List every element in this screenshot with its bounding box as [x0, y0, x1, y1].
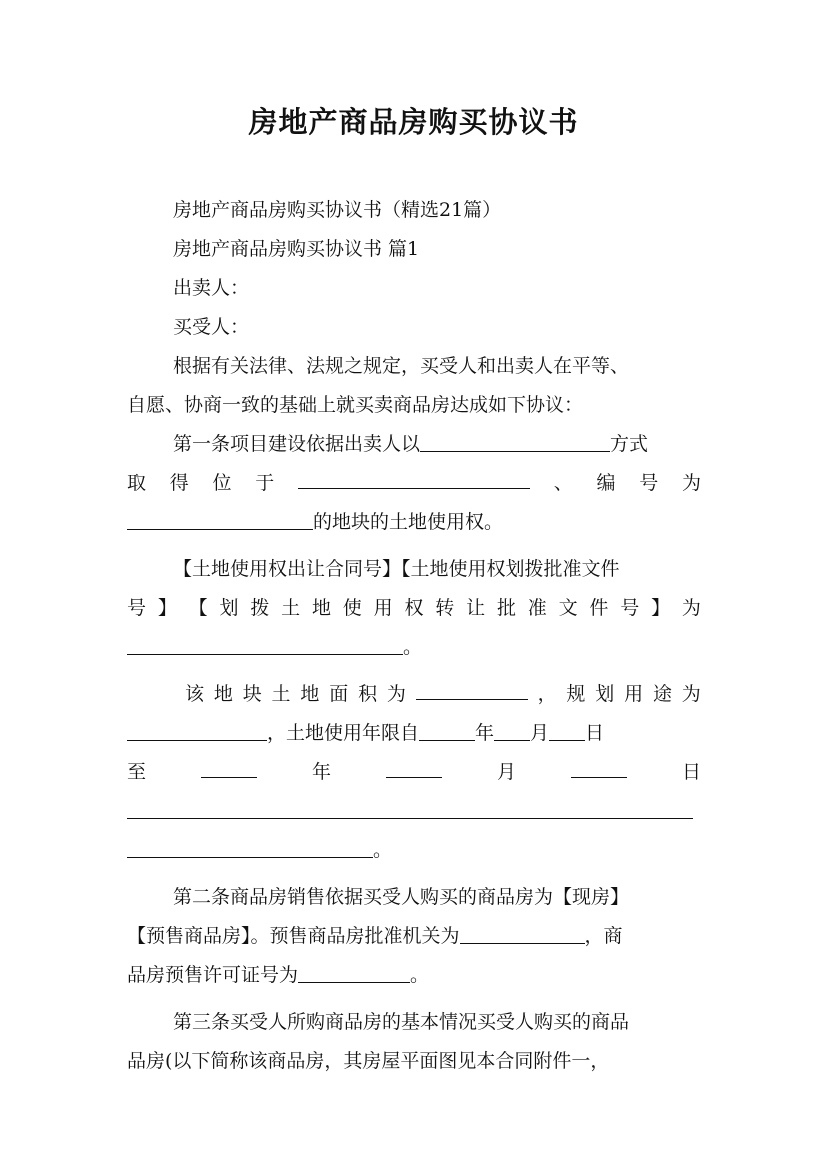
char: 划 [595, 683, 615, 705]
blank-end-line [127, 831, 701, 870]
article-1-line-3 [127, 503, 701, 542]
term-end-line [127, 753, 701, 792]
blank-end-month [386, 755, 442, 778]
char: 号 [620, 597, 640, 619]
char: 文 [558, 597, 578, 619]
char: 为 [681, 683, 701, 705]
blank-start-year [419, 718, 475, 741]
blank-end-day [571, 755, 627, 778]
char: 、 [553, 472, 573, 494]
char: 划 [219, 597, 239, 619]
char: 土 [271, 683, 291, 705]
char: 得 [169, 472, 189, 494]
blank-land-area [416, 677, 528, 700]
blank-contract-number [127, 632, 403, 655]
char: 于 [255, 472, 275, 494]
blank-approval-authority [460, 921, 585, 944]
char: 件 [589, 597, 609, 619]
month-label: 月 [530, 722, 550, 744]
term-line [127, 714, 701, 753]
intro-line-1: 根据有关法律、法规之规定，买受人和出卖人在平等、 [173, 355, 630, 377]
char: 块 [242, 683, 262, 705]
char: 转 [435, 597, 455, 619]
blank-acquisition-method [420, 429, 610, 452]
char: 让 [466, 597, 486, 619]
char: 】 [651, 597, 671, 619]
char: 为 [681, 472, 701, 494]
term-text: ，土地使用年限自 [267, 722, 420, 744]
char: 用 [373, 597, 393, 619]
char: 规 [566, 683, 586, 705]
land-use-line-2 [127, 589, 701, 628]
char: 为 [386, 683, 406, 705]
char: 拨 [250, 597, 270, 619]
day-label: 日 [681, 761, 701, 783]
section-heading: 房地产商品房购买协议书 篇1 [173, 238, 420, 260]
char: 为 [681, 597, 701, 619]
subtitle-line: 房地产商品房购买协议书（精选21篇） [173, 199, 502, 221]
month-label: 月 [496, 761, 516, 783]
article-1-end: 的地块的土地使用权。 [313, 511, 504, 533]
year-label: 年 [311, 761, 331, 783]
char: 位 [212, 472, 232, 494]
char: 准 [527, 597, 547, 619]
char: 取 [127, 472, 147, 494]
article-2-suffix: ，商 [584, 925, 623, 947]
article-1-line-1 [127, 425, 701, 464]
char: 用 [624, 683, 644, 705]
to-label: 至 [127, 761, 147, 783]
blank-start-day [549, 718, 585, 741]
char: 面 [329, 683, 349, 705]
blank-end-year [201, 755, 257, 778]
blank-long-end [127, 835, 373, 858]
blank-long [127, 796, 693, 819]
article-1-suffix: 方式 [610, 433, 649, 455]
article-2-text: 【预售商品房】。预售商品房批准机关为 [127, 925, 460, 947]
period: 。 [410, 964, 430, 986]
char: 途 [652, 683, 672, 705]
intro-line-2: 自愿、协商一致的基础上就买卖商品房达成如下协议： [127, 394, 584, 416]
article-3-line-1: 第三条买受人所购商品房的基本情况买受人购买的商品 [173, 1011, 630, 1033]
buyer-line: 买受人： [173, 316, 250, 338]
char: ， [537, 683, 557, 705]
article-1-line-2 [127, 464, 701, 503]
blank-full-line [127, 792, 701, 831]
seller-line: 出卖人： [173, 277, 250, 299]
article-2-line-2 [127, 917, 701, 956]
char: 使 [342, 597, 362, 619]
char: 权 [404, 597, 424, 619]
blank-permit-number [298, 960, 410, 983]
char: 号 [639, 472, 659, 494]
blank-parcel-number [127, 507, 313, 530]
land-use-line-3 [127, 628, 701, 667]
document-title: 房地产商品房购买协议书 [248, 105, 579, 139]
land-use-line-1: 【土地使用权出让合同号】【土地使用权划拨批准文件 [173, 558, 620, 580]
char: 批 [496, 597, 516, 619]
article-2-permit: 品房预售许可证号为 [127, 964, 299, 986]
char: 编 [596, 472, 616, 494]
char: 地 [213, 683, 233, 705]
day-label: 日 [585, 722, 605, 744]
area-line [127, 675, 701, 714]
char: 号 [127, 597, 147, 619]
document-body [127, 191, 701, 1081]
article-2-line-3 [127, 956, 701, 995]
article-1-text: 第一条项目建设依据出卖人以 [173, 433, 421, 455]
char: 积 [358, 683, 378, 705]
period: 。 [373, 839, 393, 861]
blank-start-month [494, 718, 530, 741]
period: 。 [403, 636, 423, 658]
char: 【 [188, 597, 208, 619]
blank-planned-use [127, 718, 267, 741]
year-label: 年 [475, 722, 495, 744]
char: 】 [157, 597, 177, 619]
char: 地 [300, 683, 320, 705]
char: 该 [185, 683, 205, 705]
article-2-line-1: 第二条商品房销售依据买受人购买的商品房为【现房】 [173, 886, 630, 908]
char: 地 [311, 597, 331, 619]
blank-location [298, 466, 530, 489]
char: 土 [281, 597, 301, 619]
article-3-line-2: 品房(以下简称该商品房，其房屋平面图见本合同附件一， [127, 1050, 610, 1072]
